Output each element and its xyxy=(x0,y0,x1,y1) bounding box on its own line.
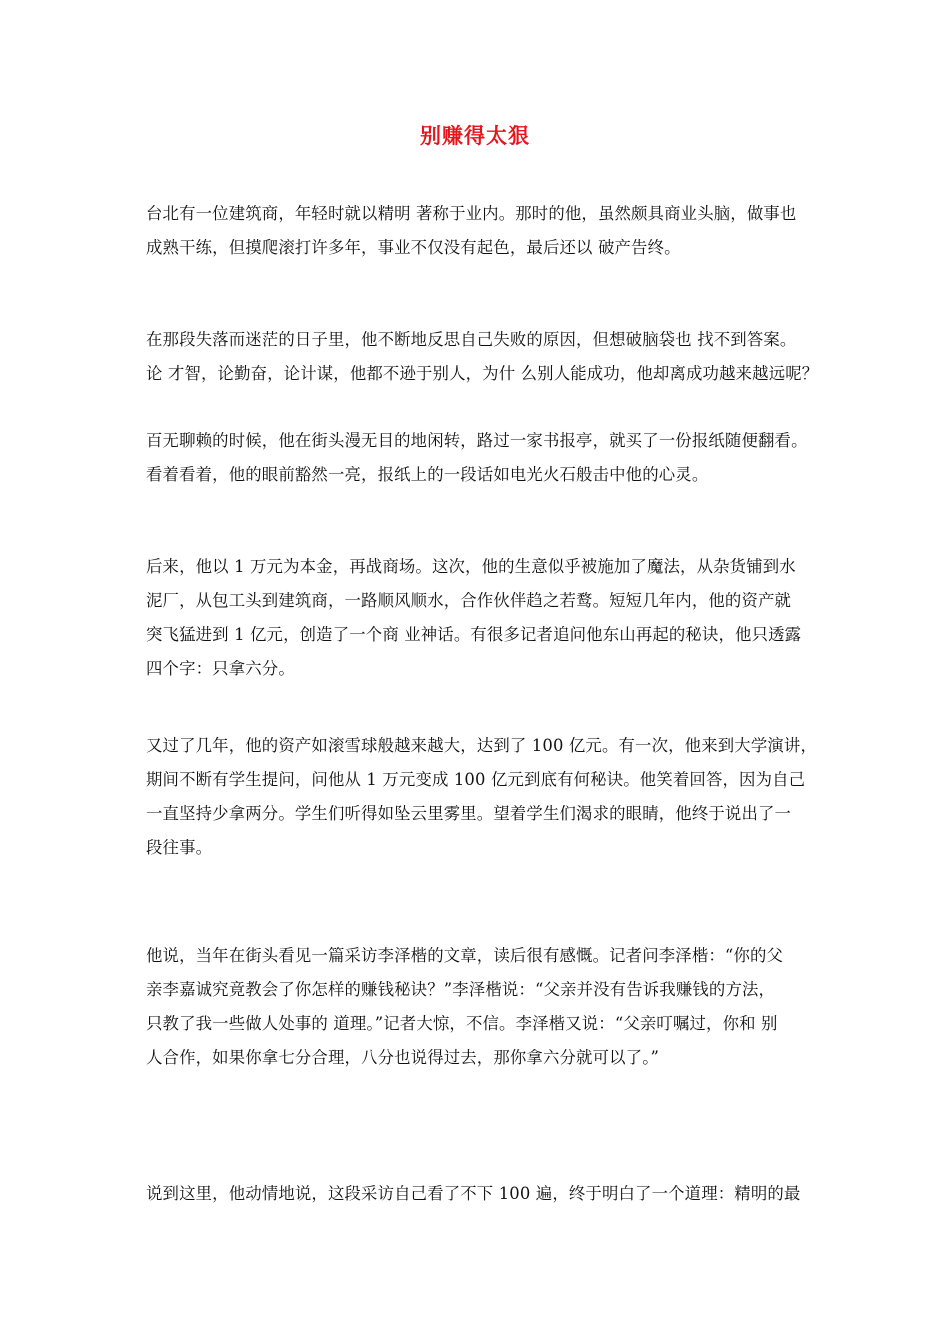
paragraph-6 xyxy=(146,939,814,1075)
text-line: 段往事。 xyxy=(146,838,213,857)
text-line: 后来，他以 1 万元为本金，再战商场。这次，他的生意似乎被施加了魔法，从杂货铺到水 xyxy=(146,557,796,576)
text-line: 又过了几年，他的资产如滚雪球般越来越大，达到了 100 亿元。有一次，他来到大学演讲， xyxy=(146,736,817,755)
text-line: 他说，当年在街头看见一篇采访李泽楷的文章，读后很有感慨。记者问李泽楷：“你的父 xyxy=(146,946,784,965)
text-line: 在那段失落而迷茫的日子里，他不断地反思自己失败的原因，但想破脑袋也 找不到答案。 xyxy=(146,330,797,349)
text-line: 看着看着，他的眼前豁然一亮，报纸上的一段话如电光火石般击中他的心灵。 xyxy=(146,465,709,484)
paragraph-7 xyxy=(146,1177,814,1211)
text-line: 亲李嘉诚究竟教会了你怎样的赚钱秘诀？”李泽楷说：“父亲并没有告诉我赚钱的方法， xyxy=(146,980,776,999)
text-line: 人合作，如果你拿七分合理，八分也说得过去，那你拿六分就可以了。” xyxy=(146,1048,660,1067)
text-line: 突飞猛进到 1 亿元，创造了一个商 业神话。有很多记者追问他东山再起的秘诀，他只透露 xyxy=(146,625,802,644)
paragraph-4 xyxy=(146,550,814,686)
text-line: 只教了我一些做人处事的 道理。”记者大惊，不信。李泽楷又说：“父亲叮嘱过，你和 别 xyxy=(146,1014,778,1033)
text-line: 论 才智，论勤奋，论计谋，他都不逊于别人，为什 么别人能成功，他却离成功越来越远呢？ xyxy=(146,364,819,383)
text-line: 台北有一位建筑商，年轻时就以精明 著称于业内。那时的他，虽然颇具商业头脑，做事也 xyxy=(146,204,797,223)
paragraph-2 xyxy=(146,323,819,391)
paragraph-5 xyxy=(146,729,817,865)
text-line: 成熟干练，但摸爬滚打许多年，事业不仅没有起色，最后还以 破产告终。 xyxy=(146,238,681,257)
paragraph-1 xyxy=(146,197,814,265)
text-line: 一直坚持少拿两分。学生们听得如坠云里雾里。望着学生们渴求的眼睛，他终于说出了一 xyxy=(146,804,792,823)
text-line: 百无聊赖的时候，他在街头漫无目的地闲转，路过一家书报亭，就买了一份报纸随便翻看。 xyxy=(146,431,808,450)
text-line: 泥厂，从包工头到建筑商，一路顺风顺水，合作伙伴趋之若鹜。短短几年内，他的资产就 xyxy=(146,591,792,610)
text-line: 说到这里，他动情地说，这段采访自己看了不下 100 遍，终于明白了一个道理：精明的最 xyxy=(146,1184,801,1203)
document-title: 别赚得太狠 xyxy=(420,124,530,148)
paragraph-3 xyxy=(146,424,814,492)
text-line: 四个字：只拿六分。 xyxy=(146,659,295,678)
text-line: 期间不断有学生提问，问他从 1 万元变成 100 亿元到底有何秘诀。他笑着回答，因为自己 xyxy=(146,770,806,789)
